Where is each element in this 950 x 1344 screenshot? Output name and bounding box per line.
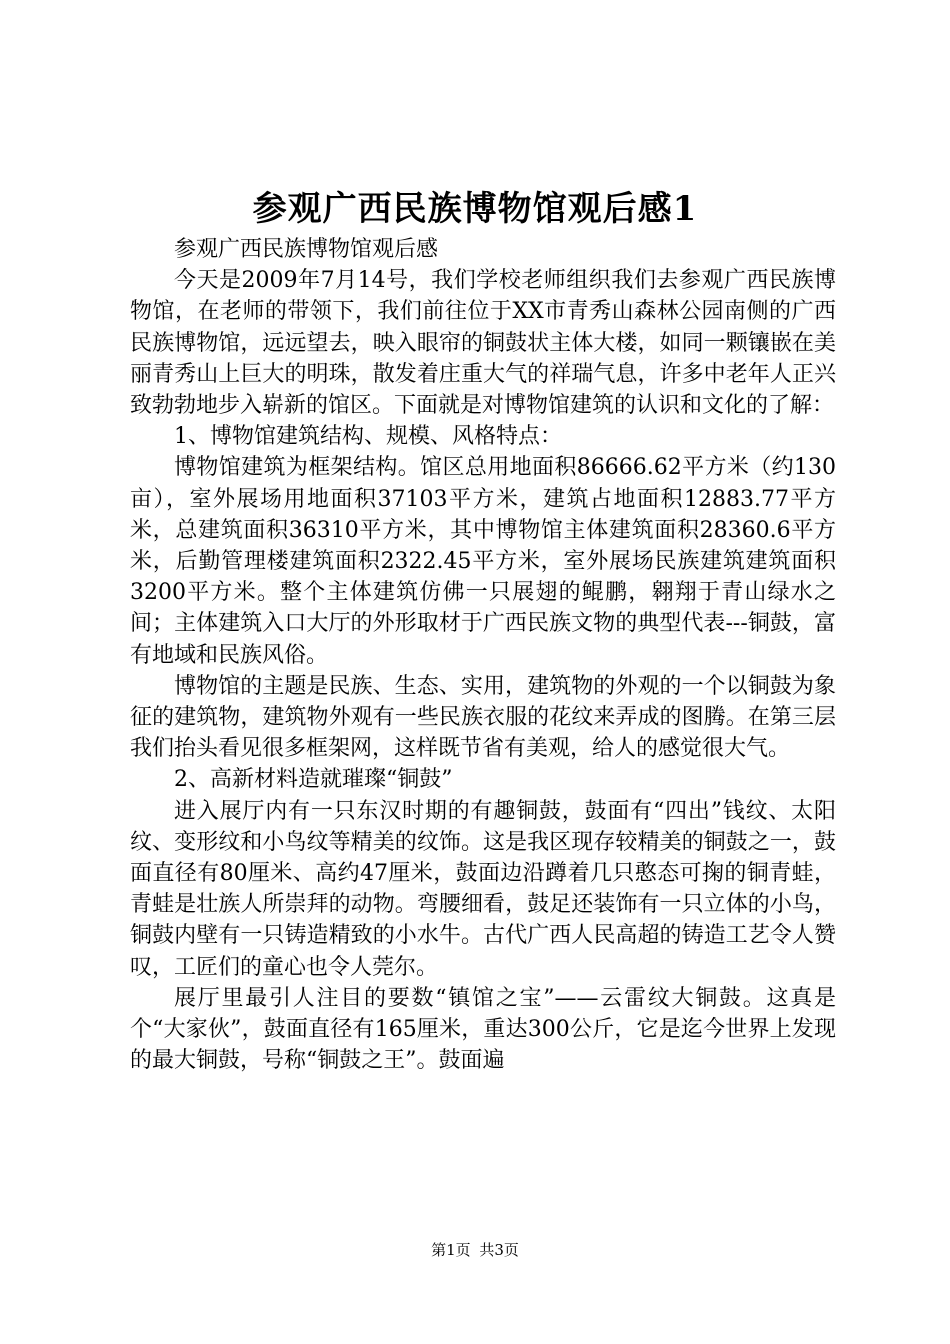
paragraph-drum: 进入展厅内有一只东汉时期的有趣铜鼓，鼓面有“四出”钱纹、太阳纹、变形纹和小鸟纹等精美的纹饰。这是我区现存较精美的铜鼓之一，鼓面直径有80厘米、高约47厘米，鼓面边沿蹲着几只憨态可掬的铜青蛙，青蛙是壮族人所崇拜的动物。弯腰细看，鼓足还装饰有一只立体的小鸟，铜鼓内壁有一只铸造精致的小水牛。古代广西人民高超的铸造工艺令人赞叹，工匠们的童心也令人莞尔。: [130, 798, 836, 980]
page-footer: [0, 1240, 950, 1260]
paragraph-treasure: 展厅里最引人注目的要数“镇馆之宝”——云雷纹大铜鼓。这真是个“大家伙”，鼓面直径有165厘米，重达300公斤，它是迄今世界上发现的最大铜鼓，号称“铜鼓之王”。鼓面遍: [130, 985, 836, 1074]
paragraph-structure: 博物馆建筑为框架结构。馆区总用地面积86666.62平方米（约130亩），室外展场用地面积37103平方米，建筑占地面积12883.77平方米，总建筑面积36310平方米，其中博物馆主体建筑面积28360.6平方米，后勤管理楼建筑面积2322.45平方米，室外展场民族建筑建筑面积3200平方米。整个主体建筑仿佛一只展翅的鲲鹏，翱翔于青山绿水之间；主体建筑入口大厅的外形取材于广西民族文物的典型代表---铜鼓，富有地域和民族风俗。: [130, 455, 836, 668]
paragraph-intro: 今天是2009年7月14号，我们学校老师组织我们去参观广西民族博物馆，在老师的带领下，我们前往位于XX市青秀山森林公园南侧的广西民族博物馆，远远望去，映入眼帘的铜鼓状主体大楼，如同一颗镶嵌在美丽青秀山上巨大的明珠，散发着庄重大气的祥瑞气息，许多中老年人正兴致勃勃地步入崭新的馆区。下面就是对博物馆建筑的认识和文化的了解：: [130, 268, 836, 419]
paragraph-subtitle: 参观广西民族博物馆观后感: [174, 237, 439, 262]
section-heading-2: 2、高新材料造就璀璨“铜鼓”: [174, 767, 453, 793]
page-total: 共3页: [479, 1241, 519, 1259]
document-title: 参观广西民族博物馆观后感1: [252, 189, 698, 229]
page-number: 第1页: [431, 1241, 471, 1259]
paragraph-theme: 博物馆的主题是民族、生态、实用，建筑物的外观的一个以铜鼓为象征的建筑物，建筑物外观有一些民族衣服的花纹来弄成的图腾。在第三层我们抬头看见很多框架网，这样既节省有美观，给人的感觉很大气。: [130, 673, 836, 762]
section-heading-1: 1、博物馆建筑结构、规模、风格特点：: [174, 424, 562, 450]
document-body: [130, 234, 836, 1076]
